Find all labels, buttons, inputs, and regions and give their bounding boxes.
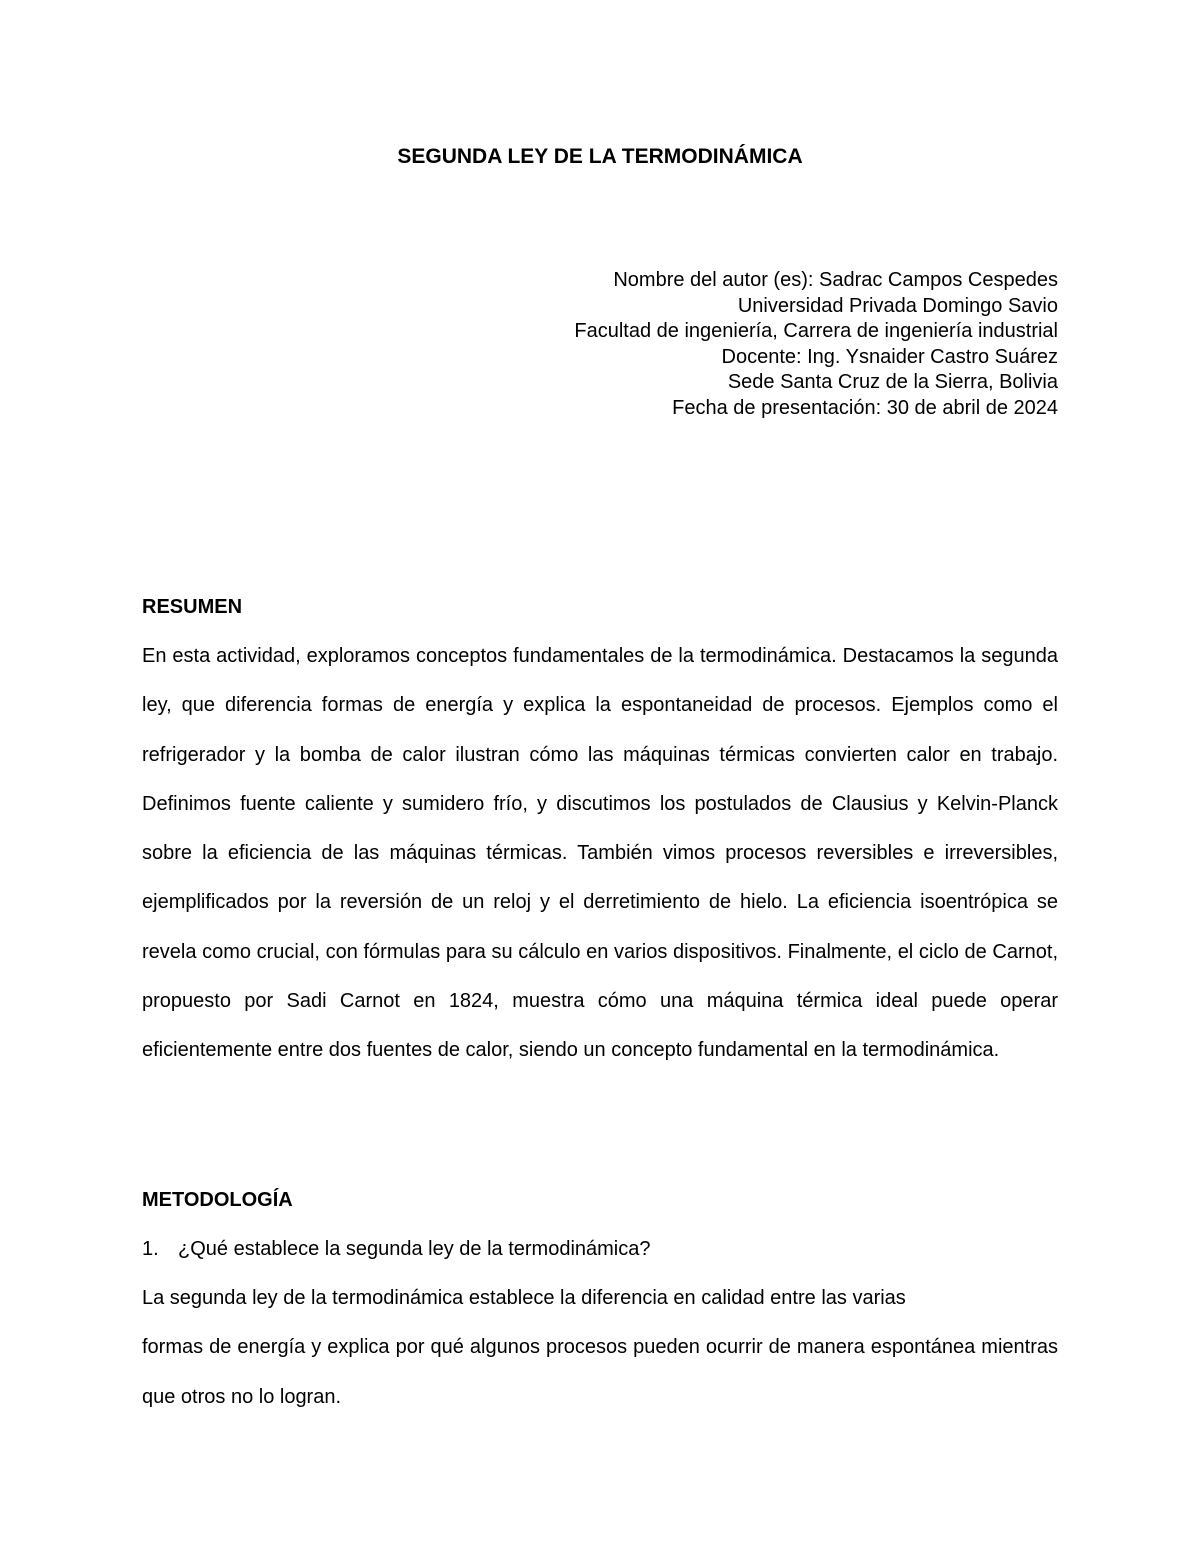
document-title: SEGUNDA LEY DE LA TERMODINÁMICA (397, 145, 803, 168)
university-line: Universidad Privada Domingo Savio (737, 294, 1058, 317)
answer-paragraph (142, 1274, 1058, 1422)
date-line: Fecha de presentación: 30 de abril de 2024 (672, 396, 1058, 419)
question-item (142, 1225, 1058, 1274)
answer-continuation: formas de energía y explica por qué algunos procesos pueden ocurrir de manera espontánea mientras que otros no lo logran. (142, 1336, 1058, 1408)
question-number: 1. (142, 1238, 159, 1260)
answer-first-line: La segunda ley de la termodinámica establece la diferencia en calidad entre las varias (142, 1287, 906, 1309)
faculty-line: Facultad de ingeniería, Carrera de ingeniería industrial (574, 320, 1058, 342)
resumen-heading: RESUMEN (142, 596, 243, 618)
teacher-line: Docente: Ing. Ysnaider Castro Suárez (721, 345, 1058, 368)
resumen-paragraph: En esta actividad, exploramos conceptos fundamentales de la termodinámica. Destacamos la segunda ley, que diferencia formas de energía y explica la espontaneidad de procesos. Ejemplos como el refrigerador y la bomba de calor ilustran cómo las máquinas térmicas convierten calor en trabajo. Definimos fuente caliente y sumidero frío, y discutimos los postulados de Clausius y Kelvin-Planck sobre la eficiencia de las máquinas térmicas. También vimos procesos reversibles e irreversibles, ejemplificados por la reversión de un reloj y el derretimiento de hielo. La eficiencia isoentrópica se revela como crucial, con fórmulas para su cálculo en varios dispositivos. Finalmente, el ciclo de Carnot, propuesto por Sadi Carnot en 1824, muestra cómo una máquina térmica ideal puede operar eficientemente entre dos fuentes de calor, siendo un concepto fundamental en la termodinámica. (142, 645, 1058, 1062)
metodologia-heading: METODOLOGÍA (142, 1189, 293, 1211)
location-line: Sede Santa Cruz de la Sierra, Bolivia (727, 371, 1058, 393)
author-block (358, 268, 1058, 421)
question-text: ¿Qué establece la segunda ley de la termodinámica? (178, 1238, 651, 1260)
author-name-line: Nombre del autor (es): Sadrac Campos Cespedes (613, 269, 1058, 291)
